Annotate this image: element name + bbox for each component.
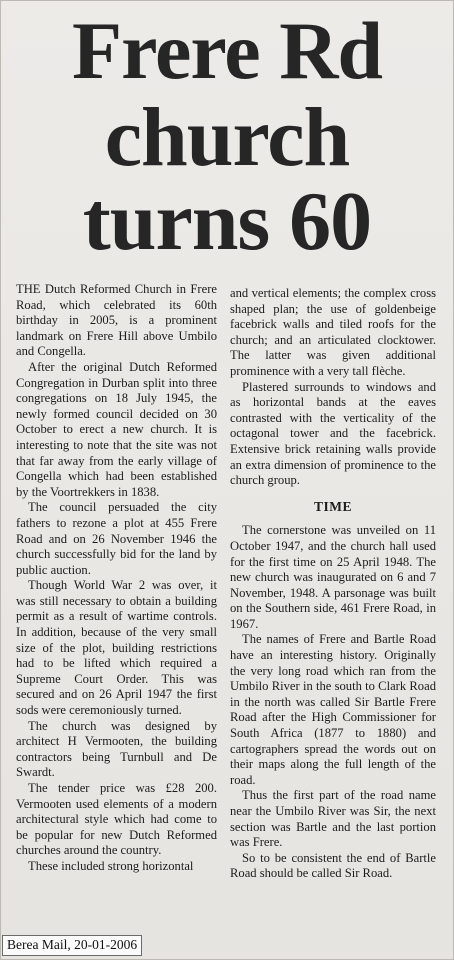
paragraph: and vertical elements; the complex cross shaped plan; the use of goldenbeige facebrick walls and tiled roofs for the church; and an articulated clocktower. The latter was given additional prominence with a very tall flèche. (230, 286, 436, 378)
paragraph: The tender price was £28 200. Vermooten used elements of a modern architectural style which had come to be popular for new Dutch Reformed churches around the country. (16, 781, 217, 858)
paragraph: The cornerstone was unveiled on 11 October 1947, and the church hall used for the first time on 25 April 1948. The new church was inaugurated on 6 and 7 November, 1948. A parsonage was built on the Southern side, 461 Frere Road, in 1967. (230, 523, 436, 631)
paragraph: The names of Frere and Bartle Road have an interesting history. Originally the very long road which ran from the Umbilo River in the south to Clark Road in the north was called Sir Bartle Frere Road after the High Commissioner for South Africa (1877 to 1880) and cartographers spread the words out on their maps along the full length of the road. (230, 632, 436, 787)
headline-line-3: turns 60 (82, 175, 372, 268)
article-column-right (230, 286, 436, 882)
article-column-left (16, 282, 217, 875)
source-credit-label: Berea Mail, 20-01-2006 (2, 935, 142, 956)
paragraph: The church was designed by architect H Vermooten, the building contractors being Turnbull and De Swardt. (16, 718, 217, 780)
paragraph: So to be consistent the end of Bartle Road should be called Sir Road. (230, 850, 436, 881)
headline-line-1: Frere Rd (71, 5, 383, 96)
paragraph: These included strong horizontal (28, 858, 194, 873)
paragraph: Plastered surrounds to windows and as horizontal bands at the eaves contrasted with the verticality of the octagonal tower and the facebrick. Extensive brick retaining walls provide an extra dimension of prominence to the church group. (230, 379, 436, 488)
headline-line-2: church (104, 91, 350, 184)
subheading: TIME (313, 498, 352, 514)
paragraph: After the original Dutch Reformed Congregation in Durban split into three congregations on 18 July 1945, the newly formed council decided on 30 October to erect a new church. It is interesting to note that the site was not that far away from the early village of Congella which had been established by the Voortrekkers in 1838. (16, 359, 217, 499)
paragraph: Though World War 2 was over, it was still necessary to obtain a building permit as a result of wartime controls. In addition, because of the very small size of the plot, building restrictions had to be lifted which required a Supreme Court Order. This was secured and on 26 April 1947 the first sods were ceremoniously turned. (16, 578, 217, 718)
paragraph: Thus the first part of the road name near the Umbilo River was Sir, the next section was Bartle and the last portion was Frere. (230, 788, 436, 850)
paragraph: The council persuaded the city fathers to rezone a plot at 455 Frere Road and on 26 November 1946 the church successfully bid for the land by public auction. (16, 500, 217, 577)
paragraph: THE Dutch Reformed Church in Frere Road, which celebrated its 60th birthday in 2005, is a prominent landmark on Frere Hill above Umbilo and Congella. (16, 282, 217, 359)
